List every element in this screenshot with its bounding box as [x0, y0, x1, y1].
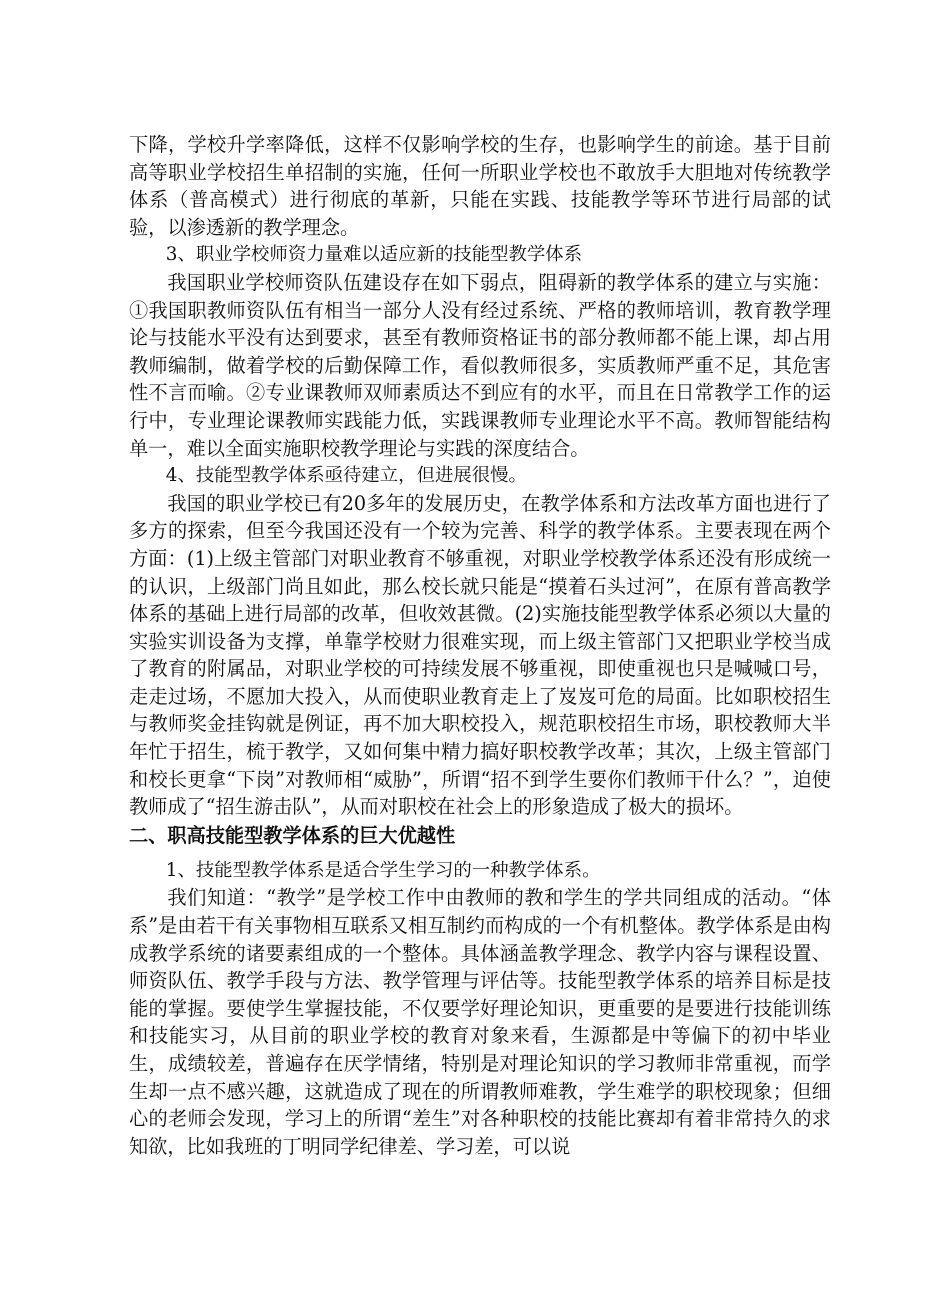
document-body [129, 131, 831, 1160]
paragraph-teaching-definition: 我们知道：“教学”是学校工作中由教师的教和学生的学共同组成的活动。“体系”是由若干有关事物相互联系又相互制约而构成的一个有机整体。教学体系是由构成教学系统的诸要素组成的一个整体。具体涵盖教学理念、教学内容与课程设置、师资队伍、教学手段与方法、教学管理与评估等。技能型教学体系的培养目标是技能的掌握。要使学生掌握技能，不仅要学好理论知识，更重要的是要进行技能训练和技能实习，从目前的职业学校的教育对象来看，生源都是中等偏下的初中毕业生，成绩较差，普遍存在厌学情绪，特别是对理论知识的学习教师非常重视，而学生却一点不感兴趣，这就造成了现在的所谓教师难教，学生难学的职校现象；但细心的老师会发现，学习上的所谓“差生”对各种职校的技能比赛却有着非常持久的求知欲，比如我班的丁明同学纪律差、学习差，可以说 [129, 886, 831, 1158]
subheading-4: 4、技能型教学体系亟待建立，但进展很慢。 [165, 465, 527, 487]
subheading-1: 1、技能型教学体系是适合学生学习的一种教学体系。 [165, 859, 601, 881]
paragraph-system-progress: 我国的职业学校已有20多年的发展历史，在教学体系和方法改革方面也进行了多方的探索，但至今我国还没有一个较为完善、科学的教学体系。主要表现在两个方面：(1)上级主管部门对职业教育不够重视，对职业学校教学体系还没有形成统一的认识，上级部门尚且如此，那么校长就只能是“摸着石头过河”，在原有普高教学体系的基础上进行局部的改革，但收效甚微。(2)实施技能型教学体系必须以大量的实验实训设备为支撑，单靠学校财力很难实现，而上级主管部门又把职业学校当成了教育的附属品，对职业学校的可持续发展不够重视，即使重视也只是喊喊口号，走走过场，不愿加大投入，从而使职业教育走上了岌岌可危的局面。比如职校招生与教师奖金挂钩就是例证，再不加大职校投入，规范职校招生市场，职校教师大半年忙于招生，梳于教学，又如何集中精力搞好职校教学改革；其次，上级主管部门和校长更拿“下岗”对教师相“威胁”，所谓“招不到学生要你们教师干什么？”，迫使教师成了“招生游击队”，从而对职校在社会上的形象造成了极大的损坏。 [129, 491, 831, 819]
section-heading-2: 二、职高技能型教学体系的巨大优越性 [129, 823, 456, 847]
subheading-3: 3、职业学校师资力量难以适应新的技能型教学体系 [165, 244, 583, 266]
paragraph-continuation: 下降，学校升学率降低，这样不仅影响学校的生存，也影响学生的前途。基于目前高等职业学校招生单招制的实施，任何一所职业学校也不敢放手大胆地对传统教学体系（普高模式）进行彻底的革新，只能在实践、技能教学等环节进行局部的试验，以渗透新的教学理念。 [129, 133, 831, 239]
paragraph-teacher-weakness: 我国职业学校师资队伍建设存在如下弱点，阻碍新的教学体系的建立与实施：①我国职教师资队伍有相当一部分人没有经过系统、严格的教师培训，教育教学理论与技能水平没有达到要求，甚至有教师资格证书的部分教师都不能上课，却占用教师编制，做着学校的后勤保障工作，看似教师很多，实质教师严重不足，其危害性不言而喻。②专业课教师双师素质达不到应有的水平，而且在日常教学工作的运行中，专业理论课教师实践能力低，实践课教师专业理论水平不高。教师智能结构单一，难以全面实施职校教学理论与实践的深度结合。 [129, 270, 831, 460]
